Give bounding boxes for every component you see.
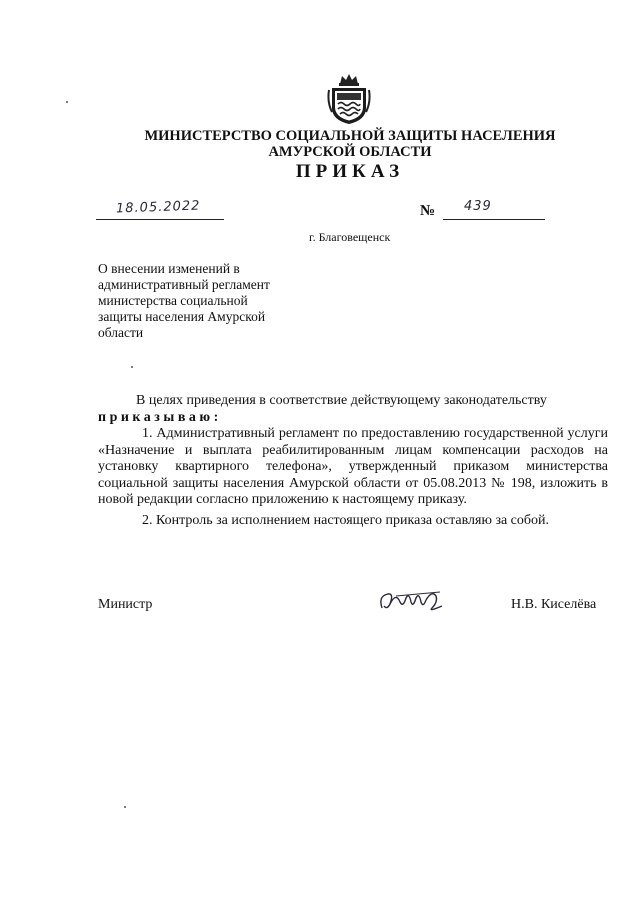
- order-body: [98, 393, 608, 529]
- date-underline: [96, 219, 224, 220]
- order-word: приказываю:: [98, 409, 222, 425]
- order-date: 18.05.2022: [115, 198, 201, 217]
- subject-line: области: [98, 325, 144, 340]
- handwritten-signature: [376, 588, 446, 614]
- order-number: 439: [464, 199, 492, 214]
- org-name-line2: АМУРСКОЙ ОБЛАСТИ: [268, 144, 432, 160]
- order-item-2: 2. Контроль за исполнением настоящего приказа оставляю за собой.: [142, 512, 550, 528]
- subject-line: министерства социальной: [98, 293, 248, 308]
- city: г. Благовещенск: [309, 230, 391, 244]
- number-underline: [443, 219, 545, 220]
- preamble: В целях приведения в соответствие действующему законодательству: [136, 393, 547, 408]
- subject-line: защиты населения Амурской: [98, 309, 266, 324]
- signer-name: Н.В. Киселёва: [511, 597, 597, 612]
- document-type: ПРИКАЗ: [295, 161, 405, 182]
- scan-speck: [131, 366, 133, 368]
- order-item-1: 1. Административный регламент по предоставлению государственной услуги «Назначение и выплата реабилитированным лицам компенсации расходов на установку квартирного телефона», утвержденный приказом министерства социальной защиты населения Амурской области от 05.08.2013 № 198, изложить в новой редакции согласно приложению к настоящему приказу.: [98, 426, 608, 507]
- subject-line: О внесении изменений в: [98, 261, 240, 276]
- order-subject: [98, 261, 298, 341]
- coat-of-arms-icon: [326, 70, 372, 126]
- scan-speck: [66, 101, 68, 103]
- scan-speck: [124, 806, 126, 808]
- org-name-line1: МИНИСТЕРСТВО СОЦИАЛЬНОЙ ЗАЩИТЫ НАСЕЛЕНИЯ: [144, 128, 556, 144]
- signer-position: Министр: [98, 597, 153, 612]
- number-sign: №: [420, 203, 436, 219]
- subject-line: административный регламент: [98, 277, 270, 292]
